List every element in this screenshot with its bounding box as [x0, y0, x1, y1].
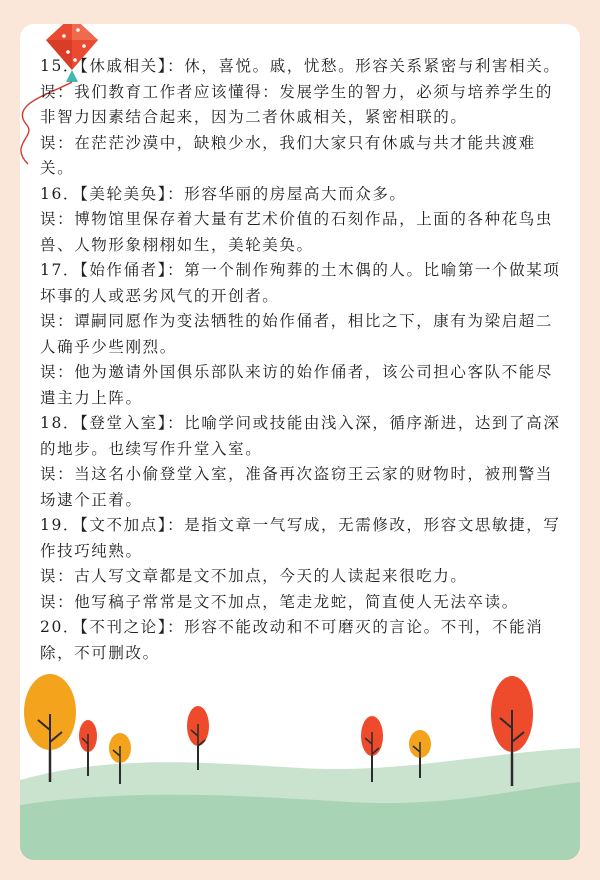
- misuse-example: 误：在茫茫沙漠中，缺粮少水，我们大家只有休戚与共才能共渡难关。: [40, 133, 536, 177]
- misuse-example: 误：博物馆里保存着大量有艺术价值的石刻作品，上面的各种花鸟虫兽、人物形象栩栩如生，美轮美奂。: [40, 210, 554, 254]
- idiom-definition: 18．【登堂入室】：比喻学问或技能由浅入深，循序渐进，达到了高深的地步。也续写作升堂入室。: [40, 414, 561, 458]
- document-card: [20, 24, 580, 860]
- idiom-definition: 16．【美轮美奂】：形容华丽的房屋高大而众多。: [40, 184, 407, 203]
- misuse-example: 误：古人写文章都是文不加点，今天的人读起来很吃力。: [40, 567, 468, 585]
- misuse-example: 误：他写稿子常常是文不加点，笔走龙蛇，简直使人无法卒读。: [40, 592, 519, 611]
- idiom-definition: 17．【始作俑者】：第一个制作殉葬的土木偶的人。比喻第一个做某项坏事的人或恶劣风气的开创者。: [40, 261, 561, 305]
- misuse-example: 误：他为邀请外国俱乐部队来访的始作俑者，该公司担心客队不能尽遣主力上阵。: [40, 363, 554, 407]
- idiom-definition: 20．【不刊之论】：形容不能改动和不可磨灭的言论。不刊，不能消除，不可删改。: [40, 618, 544, 662]
- tree-icon: [24, 674, 76, 782]
- misuse-example: 误：我们教育工作者应该懂得：发展学生的智力，必须与培养学生的非智力因素结合起来，因为二者休戚相关，紧密相联的。: [40, 82, 554, 126]
- idiom-definition: 15．【休戚相关】：休，喜悦。戚，忧愁。形容关系紧密与利害相关。: [40, 57, 561, 75]
- misuse-example: 误：谭嗣同愿作为变法牺牲的始作俑者，相比之下，康有为梁启超二人确乎少些刚烈。: [40, 312, 554, 356]
- idiom-definition: 19．【文不加点】：是指文章一气写成，无需修改，形容文思敏捷，写作技巧纯熟。: [40, 516, 561, 560]
- tree-icon: [187, 706, 209, 770]
- landscape-illustration: [20, 670, 580, 860]
- idiom-list: [40, 54, 564, 666]
- misuse-example: 误：当这名小偷登堂入室，准备再次盗窃王云家的财物时，被刑警当场逮个正着。: [40, 465, 554, 509]
